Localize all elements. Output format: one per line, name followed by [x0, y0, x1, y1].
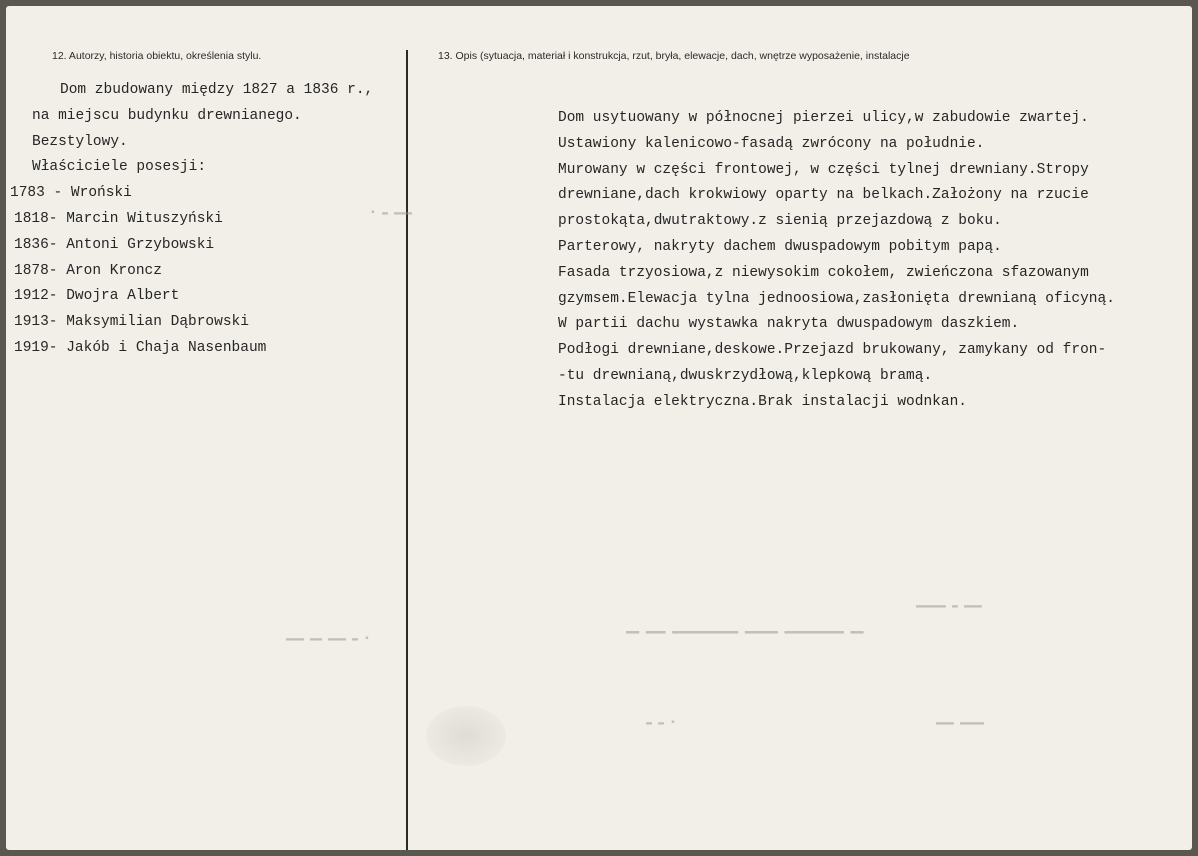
owner-entry: 1919- Jakób i Chaja Nasenbaum: [14, 339, 267, 356]
section-12-header: 12. Autorzy, historia obiektu, określenia stylu.: [52, 50, 262, 62]
bleed-through-mark: ▬▬▬ ▬ ▬▬▬▬▬: [916, 601, 983, 612]
description-text: [558, 106, 1115, 416]
bleed-through-mark: ▪ ▬ ▬▬▬ ▬▬ ▬▬▬: [286, 634, 371, 645]
owner-entry: 1912- Dwojra Albert: [14, 288, 180, 305]
owner-entry: 1836- Antoni Grzybowski: [14, 236, 215, 253]
owner-entry: 1913- Maksymilian Dąbrowski: [14, 314, 249, 331]
description-line: -tu drewnianą,dwuskrzydłową,klepkową bramą.: [558, 367, 933, 384]
column-divider: [406, 50, 408, 850]
owner-entry: 1878- Aron Kroncz: [14, 262, 162, 279]
section-13-header: 13. Opis (sytuacja, materiał i konstrukcja, rzut, bryła, elewacje, dach, wnętrze wyposażenie, instalacje: [438, 50, 910, 62]
bleed-through-mark: ▬▬▬ ▬ ▪: [370, 208, 413, 219]
inventory-card: [6, 6, 1192, 850]
history-line: na miejscu budynku drewnianego.: [32, 107, 302, 124]
bleed-through-mark: ▬▬ ▬▬▬▬▬▬▬▬▬ ▬▬▬▬▬ ▬▬▬▬▬▬▬▬▬▬ ▬▬▬ ▬▬: [626, 626, 864, 638]
description-line: gzymsem.Elewacja tylna jednoosiowa,zasłonięta drewnianą oficyną.: [558, 290, 1115, 307]
description-line: W partii dachu wystawka nakryta dwuspadowym daszkiem.: [558, 316, 1020, 333]
history-line: Dom zbudowany między 1827 a 1836 r.,: [60, 82, 374, 98]
owner-entry: 1783 - Wroński: [10, 185, 132, 202]
description-line: Dom usytuowany w północnej pierzei ulicy,w zabudowie zwartej.: [558, 110, 1089, 126]
description-line: Parterowy, nakryty dachem dwuspadowym pobitym papą.: [558, 238, 1002, 255]
description-line: Murowany w części frontowej, w części tylnej drewniany.Stropy: [558, 161, 1089, 178]
paper-smudge: [426, 706, 506, 766]
bleed-through-mark: ▪ ▬ ▬: [646, 718, 677, 729]
owner-entry: 1818- Marcin Wituszyński: [14, 210, 223, 227]
description-line: prostokąta,dwutraktowy.z sienią przejazdową z boku.: [558, 213, 1002, 230]
description-line: Fasada trzyosiowa,z niewysokim cokołem, zwieńczona sfazowanym: [558, 264, 1089, 281]
description-line: Podłogi drewniane,deskowe.Przejazd brukowany, zamykany od fron-: [558, 342, 1107, 359]
history-text: [6, 78, 373, 362]
description-line: Instalacja elektryczna.Brak instalacji wodnkan.: [558, 393, 967, 410]
history-line: Właściciele posesji:: [32, 159, 207, 176]
history-line: Bezstylowy.: [32, 133, 128, 150]
description-line: drewniane,dach krokwiowy oparty na belkach.Założony na rzucie: [558, 187, 1089, 204]
description-line: Ustawiony kalenicowo-fasadą zwrócony na południe.: [558, 135, 985, 152]
bleed-through-mark: ▬▬▬▬ ▬▬▬: [936, 718, 985, 729]
